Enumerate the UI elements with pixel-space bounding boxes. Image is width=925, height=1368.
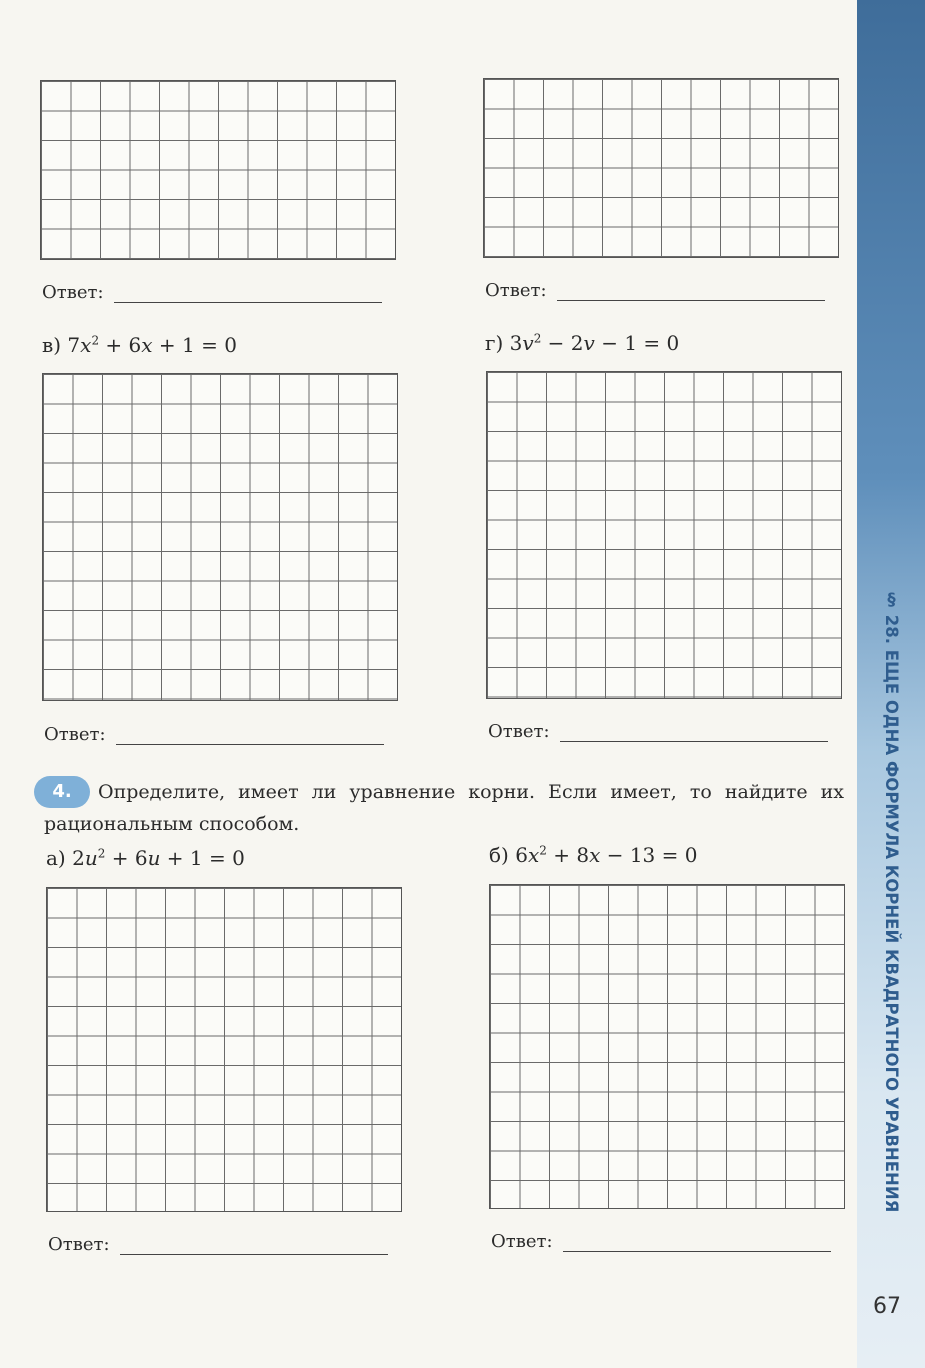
equation-a: а) $2u^2 + 6u + 1 = 0$: [46, 846, 245, 870]
answer-a: [48, 1234, 388, 1255]
answer-line[interactable]: [557, 282, 825, 301]
equation-b: б) $6x^2 + 8x - 13 = 0$: [489, 843, 698, 867]
answer-line[interactable]: [120, 1236, 388, 1255]
answer-b: [491, 1231, 831, 1252]
answer-label: Ответ:: [42, 282, 104, 303]
answer-v: [44, 724, 384, 745]
grid-a[interactable]: [46, 887, 402, 1212]
task-4-text: Определите, имеет ли уравнение корни. Если имеет, то найдите их рациональным способом.: [44, 781, 844, 835]
page-number: 67: [873, 1294, 901, 1319]
answer-label: Ответ:: [491, 1231, 553, 1252]
grid-g[interactable]: [486, 371, 842, 699]
answer-line[interactable]: [116, 726, 384, 745]
equation-v: в) $7x^2 + 6x + 1 = 0$: [42, 333, 237, 357]
grid-b[interactable]: [489, 884, 845, 1209]
grid-v[interactable]: [42, 373, 398, 701]
grid-top-right[interactable]: [483, 78, 839, 258]
answer-line[interactable]: [563, 1233, 831, 1252]
section-sidebar: [857, 0, 925, 1368]
answer-top-left: [42, 282, 382, 303]
answer-label: Ответ:: [44, 724, 106, 745]
equation-g: г) $3v^2 - 2v - 1 = 0$: [485, 331, 680, 355]
section-title: § 28. ЕЩЕ ОДНА ФОРМУЛА КОРНЕЙ КВАДРАТНОГО УРАВНЕНИЯ: [882, 590, 901, 1213]
answer-label: Ответ:: [48, 1234, 110, 1255]
answer-g: [488, 721, 828, 742]
task-number-badge: 4.: [34, 776, 90, 808]
answer-top-right: [485, 280, 825, 301]
grid-top-left[interactable]: [40, 80, 396, 260]
answer-line[interactable]: [114, 284, 382, 303]
answer-line[interactable]: [560, 723, 828, 742]
answer-label: Ответ:: [485, 280, 547, 301]
answer-label: Ответ:: [488, 721, 550, 742]
